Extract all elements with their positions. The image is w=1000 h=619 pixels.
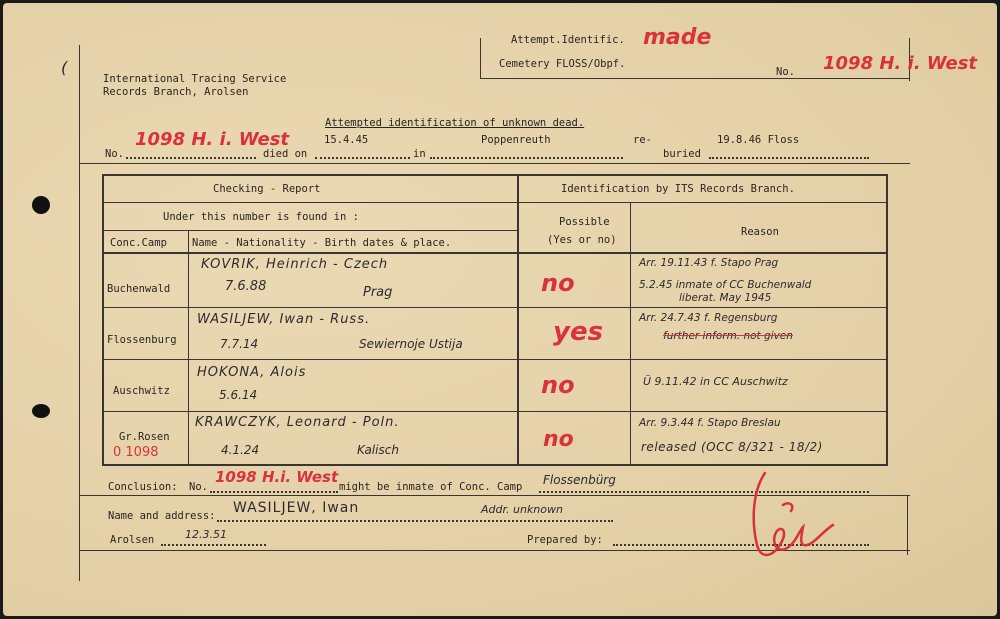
row2-name: WASILJEW, Iwan - Russ.: [197, 312, 371, 327]
attempt-label: Attempt.Identific.: [511, 34, 625, 46]
table-vline-camp: [188, 230, 189, 466]
record-no-value: 1098 H. i. West: [135, 129, 290, 150]
row1-reason-3: liberat. May 1945: [679, 292, 772, 304]
conclusion-no-label: No.: [189, 481, 208, 493]
row4-reason-2: released (OCC 8/321 - 18/2): [641, 440, 823, 454]
header-no-value: 1098 H. i. West: [823, 53, 978, 74]
signature-stroke: [754, 473, 833, 555]
table-hline-6: [102, 411, 888, 412]
in-value: Poppenreuth: [481, 134, 551, 146]
row1-camp: Buchenwald: [107, 283, 171, 295]
signature-mark: [743, 465, 843, 565]
row3-name: HOKONA, Alois: [197, 365, 307, 380]
conclusion-no-value: 1098 H.i. West: [215, 468, 339, 486]
conclusion-camp-value: Flossenbürg: [543, 473, 616, 487]
row3-birth: 5.6.14: [219, 388, 258, 402]
table-hline-1: [102, 202, 888, 203]
name-address-dots: [217, 520, 613, 522]
row4-reason-1: Arr. 9.3.44 f. Stapo Breslau: [639, 417, 781, 429]
record-card: [3, 3, 997, 616]
row3-possible: no: [541, 371, 575, 399]
table-hline-4: [102, 307, 888, 308]
under-number-header: Under this number is found in :: [163, 211, 359, 223]
footer-date-dots: [161, 544, 266, 546]
checking-report-header: Checking - Report: [213, 183, 321, 195]
row2-place: Sewiernoje Ustija: [359, 337, 463, 351]
footer-date: 12.3.51: [185, 528, 227, 541]
reburied-value: 19.8.46 Floss: [717, 134, 800, 146]
cemetery-label: Cemetery FLOSS/Obpf.: [499, 58, 626, 70]
record-no-dots: [126, 157, 256, 159]
name-address-name: WASILJEW, Iwan: [233, 500, 360, 516]
org-line-2: Records Branch, Arolsen: [103, 86, 249, 98]
row4-camp-extra: 0 1098: [113, 445, 159, 460]
footer-place: Arolsen: [110, 534, 155, 546]
header-box-left: [480, 38, 481, 78]
row3-camp: Auschwitz: [113, 385, 170, 397]
punch-hole-bottom: [32, 404, 50, 418]
table-hline-5: [102, 359, 888, 360]
margin-mark: (: [61, 58, 68, 77]
row2-birth: 7.7.14: [220, 337, 259, 351]
margin-line: [79, 45, 80, 581]
table-hline-3: [102, 252, 888, 254]
row2-reason-1: Arr. 24.7.43 f. Regensburg: [639, 312, 778, 324]
record-no-label: No.: [105, 148, 124, 160]
col-name-header: Name - Nationality - Birth dates & place.: [192, 237, 452, 249]
died-on-dots: [315, 157, 410, 159]
row4-birth: 4.1.24: [221, 443, 260, 457]
conclusion-text: might be inmate of Conc. Camp: [339, 481, 523, 493]
row1-place: Prag: [363, 285, 393, 300]
page-title: Attempted identification of unknown dead.: [325, 117, 585, 129]
row1-reason-1: Arr. 19.11.43 f. Stapo Prag: [639, 257, 779, 269]
row4-possible: no: [543, 427, 574, 452]
table-hline-2: [102, 230, 518, 231]
row2-camp: Flossenburg: [107, 334, 177, 346]
punch-hole-top: [32, 196, 50, 214]
attempt-value: made: [643, 25, 712, 50]
col-possible-header-2: (Yes or no): [547, 234, 617, 246]
col-reason-header: Reason: [741, 226, 779, 238]
died-on-label: died on: [263, 148, 308, 160]
row1-birth: 7.6.88: [225, 279, 267, 294]
row2-reason-2: further inform. not given: [663, 330, 793, 342]
conclusion-no-dots: [210, 491, 338, 493]
table-vline-reason: [630, 202, 631, 466]
record-rule: [80, 163, 910, 164]
header-no-label: No.: [776, 66, 795, 78]
table-vline-mid: [517, 174, 519, 466]
header-box-bottom: [480, 78, 910, 79]
reburied-dots: [709, 157, 869, 159]
reburied-label-2: buried: [663, 148, 701, 160]
row1-name: KOVRIK, Heinrich - Czech: [201, 257, 389, 272]
conclusion-label: Conclusion:: [108, 481, 178, 493]
name-address-addr: Addr. unknown: [481, 503, 563, 516]
row1-possible: no: [541, 269, 575, 297]
row3-reason-1: Ü 9.11.42 in CC Auschwitz: [643, 375, 788, 388]
identification-header: Identification by ITS Records Branch.: [561, 183, 795, 195]
bottom-box-left: [907, 495, 908, 555]
in-dots: [430, 157, 623, 159]
col-possible-header-1: Possible: [559, 216, 610, 228]
row1-reason-2: 5.2.45 inmate of CC Buchenwald: [639, 279, 812, 291]
col-camp-header: Conc.Camp: [110, 237, 167, 249]
died-on-value: 15.4.45: [324, 134, 369, 146]
row4-name: KRAWCZYK, Leonard - Poln.: [195, 415, 400, 430]
row2-possible: yes: [553, 317, 604, 347]
in-label: in: [413, 148, 426, 160]
prepared-by-label: Prepared by:: [527, 534, 603, 546]
row4-camp: Gr.Rosen: [119, 431, 170, 443]
reburied-label-1: re-: [633, 134, 652, 146]
name-address-label: Name and address:: [108, 510, 216, 522]
row4-place: Kalisch: [357, 443, 399, 457]
org-line-1: International Tracing Service: [103, 73, 287, 85]
